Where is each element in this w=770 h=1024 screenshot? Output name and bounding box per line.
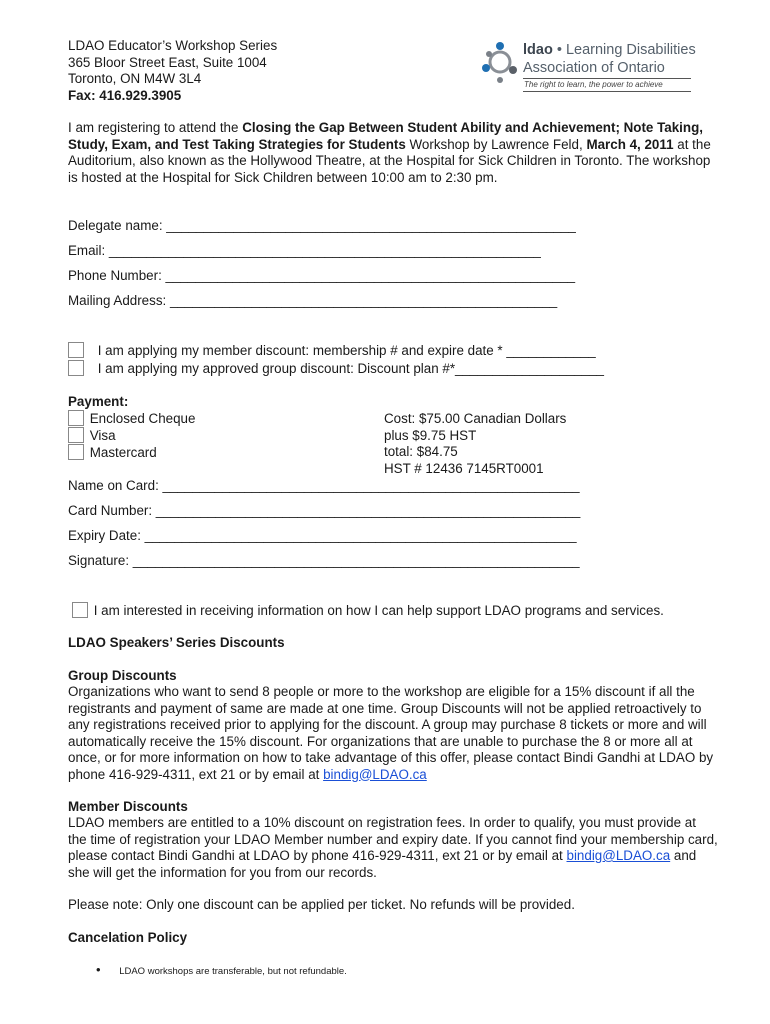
group-discounts-heading: Group Discounts (68, 668, 177, 683)
card-number-field[interactable]: Card Number: _________________________________________________________ (68, 503, 581, 518)
visa-checkbox[interactable] (68, 427, 84, 443)
cancel-bullet-text: LDAO workshops are transferable, but not refundable. (119, 966, 347, 977)
group-discount-checkbox[interactable] (68, 360, 84, 376)
interest-checkbox[interactable] (72, 602, 88, 618)
workshop-title: Closing the Gap Between Student Ability and Achievement; Note Taking, Study, Exam, and Test Taking Strategies for Students (68, 120, 703, 152)
member-discounts-heading: Member Discounts (68, 799, 188, 814)
logo-rule (523, 78, 691, 79)
brand-line2: Association of Ontario (523, 60, 665, 76)
signature-field[interactable]: Signature: ____________________________________________________________ (68, 553, 580, 568)
interest-row (72, 602, 722, 619)
workshop-date: March 4, 2011 (586, 136, 674, 152)
ldao-logo: ldao • Learning Disabilities Association of Ontario The right to learn, the power to achieve (480, 40, 695, 96)
logo-rule-bottom (523, 91, 691, 92)
member-discount-row (68, 342, 718, 359)
cost-block (384, 411, 566, 477)
ldao-people-icon (480, 40, 520, 84)
cancel-bullet-item (96, 962, 746, 977)
email-field[interactable]: Email: __________________________________________________________ (68, 243, 541, 258)
member-discount-label: I am applying my member discount: membership # and expire date * ____________ (97, 343, 596, 358)
card-name-field[interactable]: Name on Card: ________________________________________________________ (68, 478, 580, 493)
member-discounts-text: LDAO members are entitled to a 10% discount on registration fees. In order to qualify, you must provide at the time of registration your LDAO Member number and expiry date. If you cannot find your membership card, please contact Bindi Gandhi at LDAO by phone 416-929-4311, ext 21 or by email at bindig@LDAO.ca and she will get the information for you from our records. (68, 815, 718, 880)
mastercard-checkbox[interactable] (68, 444, 84, 460)
cheque-checkbox[interactable] (68, 410, 84, 426)
total-amount: total: $84.75 (384, 444, 458, 459)
discount-note: Please note: Only one discount can be applied per ticket. No refunds will be provided. (68, 897, 575, 912)
expiry-date-field[interactable]: Expiry Date: __________________________________________________________ (68, 528, 577, 543)
cost-amount: Cost: $75.00 Canadian Dollars (384, 411, 567, 426)
group-discount-label: I am applying my approved group discount: Discount plan #*____________________ (97, 361, 604, 376)
interest-label: I am interested in receiving information on how I can help support LDAO programs and services. (93, 603, 664, 618)
cancelation-heading: Cancelation Policy (68, 930, 188, 945)
visa-label: Visa (89, 428, 116, 443)
series-title: LDAO Educator’s Workshop Series (68, 38, 278, 53)
bullet-icon: • (96, 962, 101, 977)
brand-prefix: ldao (523, 42, 553, 58)
city-address: Toronto, ON M4W 3L4 (68, 71, 202, 86)
hst-amount: plus $9.75 HST (384, 427, 477, 443)
group-email-link[interactable]: bindig@LDAO.ca (323, 766, 427, 782)
phone-field[interactable]: Phone Number: _______________________________________________________ (68, 268, 576, 283)
delegate-name-field[interactable]: Delegate name: _______________________________________________________ (68, 218, 576, 233)
fax-number: Fax: 416.929.3905 (68, 87, 182, 103)
logo-tagline: The right to learn, the power to achieve (524, 80, 663, 89)
mailing-address-field[interactable]: Mailing Address: ____________________________________________________ (68, 293, 558, 308)
member-discount-checkbox[interactable] (68, 342, 84, 358)
brand-line1: Learning Disabilities (565, 42, 696, 58)
intro-paragraph: I am registering to attend the Closing the Gap Between Student Ability and Achievement; Note Taking, Study, Exam, and Test Taking Strategies for Students Workshop by Lawrence Feld, March 4, 2011 at the Auditorium, also known as the Hollywood Theatre, at the Hospital for Sick Children in Toronto. The workshop is hosted at the Hospital for Sick Children between 10:00 am to 2:30 pm. (68, 120, 711, 185)
member-email-link[interactable]: bindig@LDAO.ca (566, 848, 671, 863)
payment-heading: Payment: (68, 394, 129, 409)
mastercard-label: Mastercard (89, 445, 157, 460)
hst-number: HST # 12436 7145RT0001 (384, 460, 544, 476)
speakers-series-heading: LDAO Speakers’ Series Discounts (68, 635, 285, 650)
cheque-label: Enclosed Cheque (89, 411, 196, 426)
group-discounts-text: Organizations who want to send 8 people or more to the workshop are eligible for a 15% discount if all the registrants and payment of same are made at one time. Group Discounts will not be applied retroactively to any registrations received prior to applying for the discount. A group may purchase 8 tickets or more and will automatically receive the 15% discount. For organizations that are unable to purchase the 8 or more all at once, or for more information on how to take advantage of this offer, please contact Bindi Gandhi at LDAO by phone 416-929-4311, ext 21 or by email at bindig@LDAO.ca (68, 684, 714, 782)
group-discount-row (68, 360, 718, 377)
street-address: 365 Bloor Street East, Suite 1004 (68, 54, 267, 70)
